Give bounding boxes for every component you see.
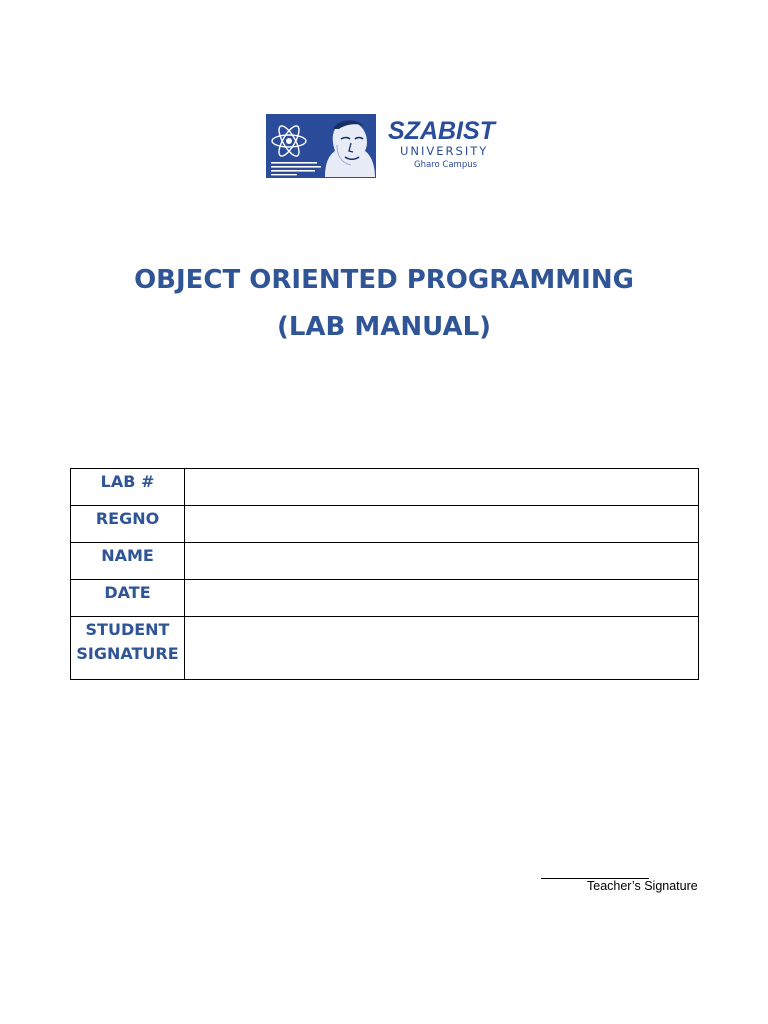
regno-label: REGNO: [71, 506, 185, 543]
document-subtitle: (LAB MANUAL): [276, 312, 492, 342]
student-signature-field[interactable]: [185, 617, 699, 680]
table-row: [71, 506, 699, 543]
student-info-table: [70, 468, 699, 680]
date-field[interactable]: [185, 580, 699, 617]
university-logo: [266, 114, 502, 180]
table-row: [71, 580, 699, 617]
student-signature-label-line1: STUDENT: [85, 620, 170, 639]
table-row: [71, 617, 699, 680]
table-row: [71, 543, 699, 580]
emblem-icon: [266, 114, 376, 178]
lab-number-field[interactable]: [185, 469, 699, 506]
date-label: DATE: [71, 580, 185, 617]
teacher-signature-label: Teacher’s Signature: [587, 879, 698, 893]
lab-number-label: LAB #: [71, 469, 185, 506]
student-signature-label-line2: SIGNATURE: [76, 644, 179, 663]
name-label: NAME: [71, 543, 185, 580]
table-row: [71, 469, 699, 506]
logo-subtitle: UNIVERSITY: [400, 144, 489, 158]
student-signature-label: [71, 617, 185, 680]
logo-name: SZABIST: [388, 117, 495, 145]
regno-field[interactable]: [185, 506, 699, 543]
logo-campus: Gharo Campus: [414, 160, 478, 170]
name-field[interactable]: [185, 543, 699, 580]
document-title: OBJECT ORIENTED PROGRAMMING: [134, 265, 634, 295]
